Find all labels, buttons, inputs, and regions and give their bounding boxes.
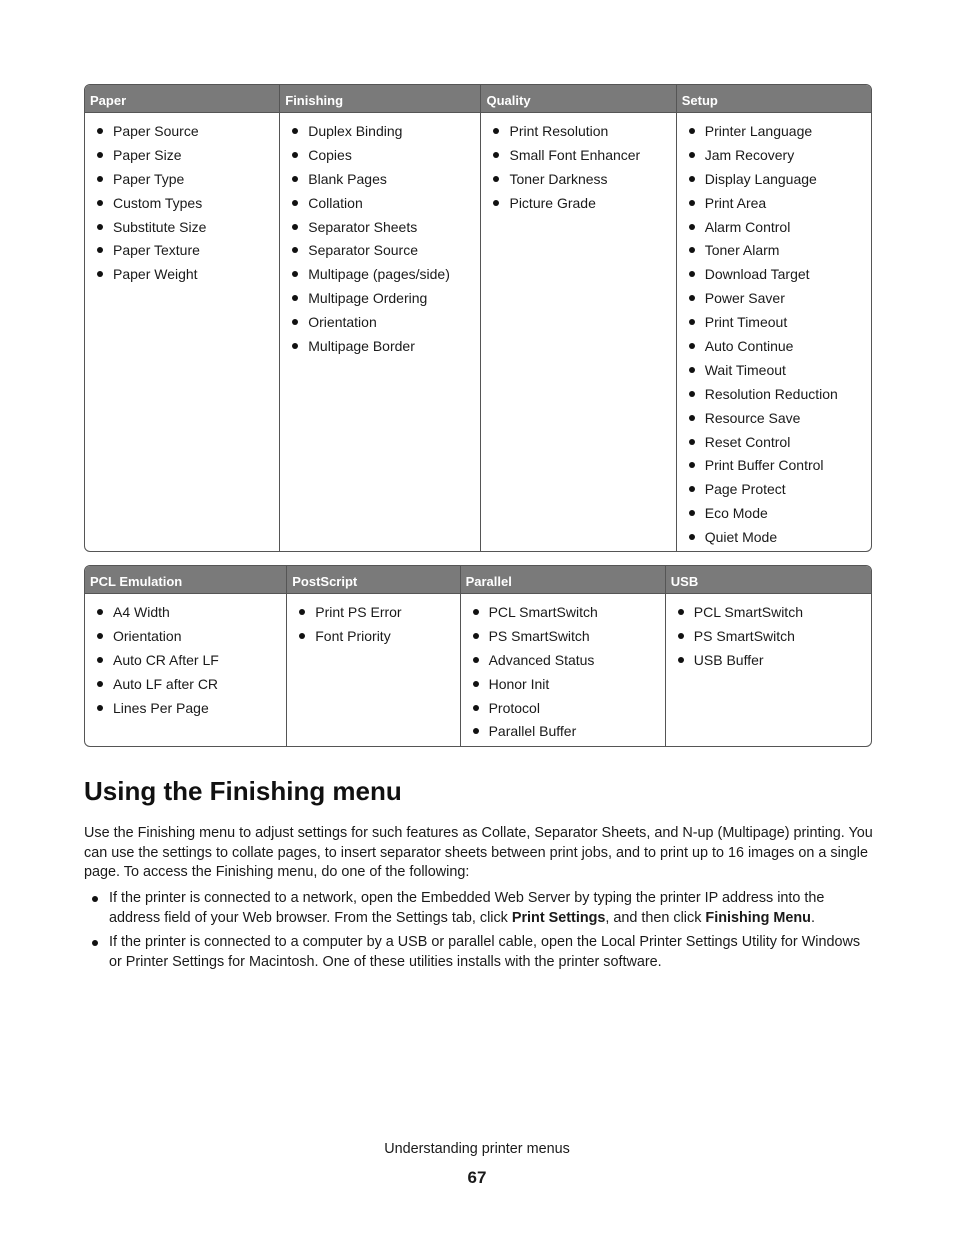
menu-column-usb [665, 566, 871, 746]
menu-item: Protocol [461, 700, 665, 724]
access-instructions-list [84, 889, 876, 977]
menu-item: Resource Save [677, 410, 871, 434]
menu-item: Wait Timeout [677, 362, 871, 386]
footer-chapter-title: Understanding printer menus [384, 1141, 570, 1157]
menu-column-setup [676, 85, 871, 551]
menu-item-list [677, 113, 871, 552]
menu-item: Jam Recovery [677, 147, 871, 171]
column-header: Quality [481, 85, 675, 113]
menu-item: Paper Weight [85, 266, 279, 290]
menu-item: Substitute Size [85, 219, 279, 243]
menu-item: PS SmartSwitch [666, 628, 871, 652]
menu-item: USB Buffer [666, 652, 871, 676]
instruction-network [84, 889, 876, 928]
menu-column-finishing [279, 85, 480, 551]
section-heading: Using the Finishing menu [84, 776, 402, 806]
menu-item: Separator Sheets [280, 219, 480, 243]
menu-item-list [461, 594, 665, 747]
menu-item: Print PS Error [287, 604, 459, 628]
print-settings-label: Print Settings [511, 909, 606, 926]
column-header: PCL Emulation [85, 566, 286, 594]
menu-item: Toner Darkness [481, 171, 675, 195]
menu-item: Multipage (pages/side) [280, 266, 480, 290]
menu-item-list [85, 594, 286, 746]
menu-column-postscript [286, 566, 459, 746]
menu-item: Paper Size [85, 147, 279, 171]
page-number: 67 [467, 1168, 487, 1187]
menu-item: Custom Types [85, 195, 279, 219]
menu-item: Duplex Binding [280, 123, 480, 147]
menu-item: Print Area [677, 195, 871, 219]
menu-item: Display Language [677, 171, 871, 195]
menu-item: Auto CR After LF [85, 652, 286, 676]
printer-menus-table-bottom [84, 565, 872, 747]
column-header: PostScript [287, 566, 459, 594]
menu-item: Separator Source [280, 242, 480, 266]
menu-item: PCL SmartSwitch [666, 604, 871, 628]
column-header: Parallel [461, 566, 665, 594]
instruction-text: , and then click [605, 909, 706, 926]
menu-item: Toner Alarm [677, 242, 871, 266]
menu-item: Auto LF after CR [85, 676, 286, 700]
menu-item: Print Timeout [677, 314, 871, 338]
menu-item: Font Priority [287, 628, 459, 652]
menu-item: Print Resolution [481, 123, 675, 147]
menu-item: PS SmartSwitch [461, 628, 665, 652]
menu-item-list [85, 113, 279, 551]
menu-item: Page Protect [677, 481, 871, 505]
column-header: Setup [677, 85, 871, 113]
column-header: Finishing [280, 85, 480, 113]
menu-item-list [481, 113, 675, 551]
instruction-text: If the printer is connected to a network, open the Embedded Web Server by typing the printer IP address into the address field of your Web browser. From the Settings tab, click [109, 890, 825, 926]
column-header: USB [666, 566, 871, 594]
menu-item: Copies [280, 147, 480, 171]
menu-item: Print Buffer Control [677, 457, 871, 481]
column-header: Paper [85, 85, 279, 113]
menu-column-parallel [460, 566, 665, 746]
menu-item: Paper Texture [85, 242, 279, 266]
menu-item: Picture Grade [481, 195, 675, 219]
instruction-usb-parallel: If the printer is connected to a computer by a USB or parallel cable, open the Local Printer Settings Utility for Windows or Printer Settings for Macintosh. One of these utilities installs with the printer software. [84, 933, 876, 972]
menu-item: Paper Source [85, 123, 279, 147]
menu-item: Parallel Buffer [461, 723, 665, 747]
printer-menus-table-top [84, 84, 872, 552]
menu-item-list [280, 113, 480, 551]
menu-item: Paper Type [85, 171, 279, 195]
menu-item: Quiet Mode [677, 529, 871, 552]
menu-item: Advanced Status [461, 652, 665, 676]
menu-column-paper [85, 85, 279, 551]
menu-item: Reset Control [677, 434, 871, 458]
menu-item: Multipage Ordering [280, 290, 480, 314]
menu-item: Blank Pages [280, 171, 480, 195]
menu-item-list [287, 594, 459, 747]
menu-item: Resolution Reduction [677, 386, 871, 410]
menu-item: Auto Continue [677, 338, 871, 362]
menu-item: Small Font Enhancer [481, 147, 675, 171]
menu-item: Eco Mode [677, 505, 871, 529]
menu-item: Honor Init [461, 676, 665, 700]
menu-item: A4 Width [85, 604, 286, 628]
menu-item-list [666, 594, 871, 746]
menu-item: Download Target [677, 266, 871, 290]
menu-item: Multipage Border [280, 338, 480, 362]
menu-item: Orientation [85, 628, 286, 652]
menu-item: Power Saver [677, 290, 871, 314]
menu-item: Collation [280, 195, 480, 219]
menu-item: PCL SmartSwitch [461, 604, 665, 628]
menu-item: Printer Language [677, 123, 871, 147]
menu-column-quality [480, 85, 675, 551]
intro-paragraph: Use the Finishing menu to adjust settings for such features as Collate, Separator Sheets, and N-up (Multipage) printing. You can use the settings to collate pages, to insert separator sheets between print jobs, and to print up to 16 images on a single page. To access the Finishing menu, do one of the following: [84, 825, 873, 880]
menu-column-pcl-emulation [85, 566, 286, 746]
menu-item: Orientation [280, 314, 480, 338]
instruction-text: . [810, 909, 815, 926]
menu-item: Lines Per Page [85, 700, 286, 724]
finishing-menu-label: Finishing Menu [705, 909, 811, 926]
menu-item: Alarm Control [677, 219, 871, 243]
